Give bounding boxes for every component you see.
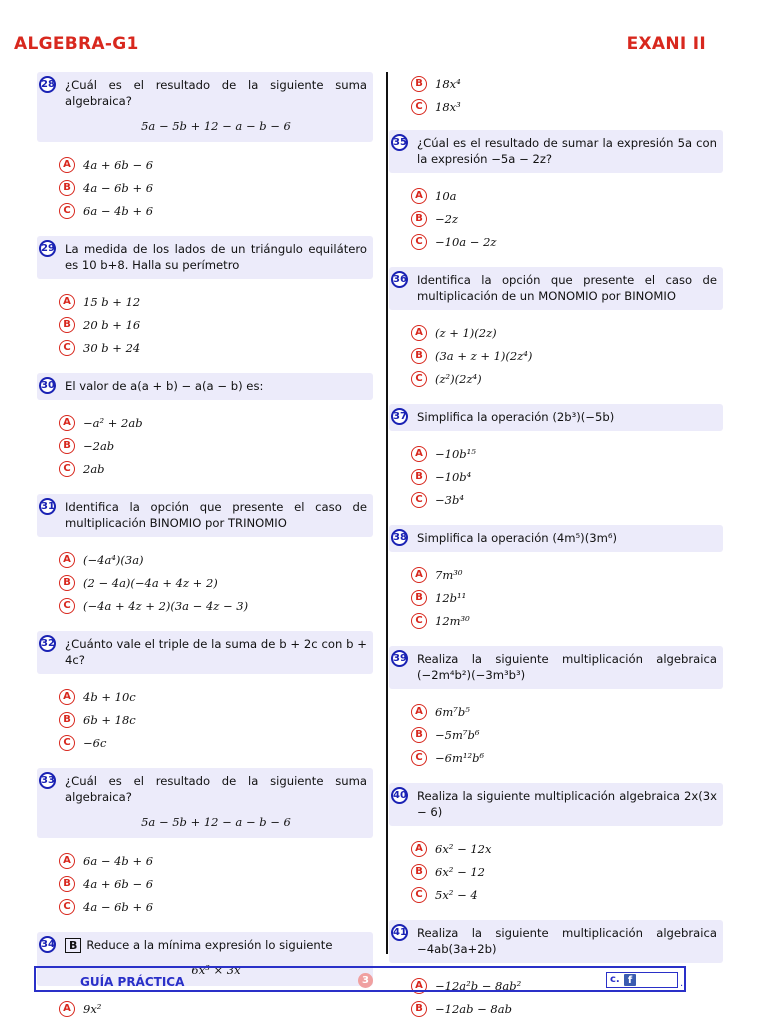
option-letter: A (59, 552, 75, 568)
column-divider (386, 72, 388, 954)
option-b[interactable] (59, 176, 373, 199)
option-text: 6m⁷b⁵ (435, 704, 470, 719)
option-letter: A (411, 567, 427, 583)
options-38 (389, 552, 723, 640)
option-letter: C (411, 613, 427, 629)
question-number: 37 (391, 408, 408, 425)
option-letter: C (59, 899, 75, 915)
option-b[interactable] (59, 434, 373, 457)
option-letter: B (59, 180, 75, 196)
option-a[interactable] (411, 563, 723, 586)
question-text: Realiza la siguiente multiplicación algebraica −4ab(3a+2b) (417, 926, 717, 956)
option-text: 4a − 6b + 6 (83, 899, 154, 914)
option-letter: C (411, 492, 427, 508)
options-40 (389, 826, 723, 914)
question-number: 33 (39, 772, 56, 789)
option-text: 12b¹¹ (435, 590, 467, 605)
question-number: 36 (391, 271, 408, 288)
option-text: 30 b + 24 (83, 340, 141, 355)
option-text: −6c (83, 735, 107, 750)
option-letter: A (59, 415, 75, 431)
option-b[interactable] (59, 872, 373, 895)
header-title-left: ALGEBRA-G1 (14, 34, 139, 54)
option-b[interactable] (411, 207, 723, 230)
option-c[interactable] (59, 594, 373, 617)
option-letter: B (59, 575, 75, 591)
question-37 (389, 404, 723, 431)
option-c[interactable] (411, 883, 723, 906)
option-c[interactable] (59, 199, 373, 222)
options-28 (37, 142, 373, 230)
option-text: −a² + 2ab (83, 415, 143, 430)
option-text: 5x² − 4 (435, 887, 478, 902)
option-b[interactable] (411, 997, 723, 1020)
option-a[interactable] (59, 153, 373, 176)
question-number: 32 (39, 635, 56, 652)
option-letter: B (411, 348, 427, 364)
question-text: ¿Cuál es el resultado de la siguiente suma algebraica? (65, 78, 367, 108)
options-30 (37, 400, 373, 488)
option-c[interactable] (59, 895, 373, 918)
option-text: −2ab (83, 438, 115, 453)
question-number: 41 (391, 924, 408, 941)
footer-trail: . (680, 978, 684, 989)
question-number: 39 (391, 650, 408, 667)
option-text: 10a (435, 188, 457, 203)
option-text: (z²)(2z⁴) (435, 371, 482, 386)
option-c[interactable] (59, 336, 373, 359)
option-c[interactable] (411, 95, 723, 118)
question-number: 28 (39, 76, 56, 93)
left-column (37, 72, 373, 1028)
option-a[interactable] (59, 849, 373, 872)
option-text: (−4a + 4z + 2)(3a − 4z − 3) (83, 598, 249, 613)
option-letter: A (59, 1001, 75, 1017)
question-number: 30 (39, 377, 56, 394)
option-text: 18x³ (435, 99, 461, 114)
option-a[interactable] (59, 685, 373, 708)
option-b[interactable] (59, 708, 373, 731)
option-text: −5m⁷b⁶ (435, 727, 480, 742)
option-text: 4a − 6b + 6 (83, 180, 154, 195)
option-a[interactable] (411, 321, 723, 344)
options-31 (37, 537, 373, 625)
question-number: 29 (39, 240, 56, 257)
question-number: 31 (39, 498, 56, 515)
option-c[interactable] (411, 488, 723, 511)
option-text: −2z (435, 211, 459, 226)
option-text: 6a − 4b + 6 (83, 853, 154, 868)
question-36 (389, 267, 723, 310)
options-32 (37, 674, 373, 762)
question-31 (37, 494, 373, 537)
option-letter: B (59, 876, 75, 892)
option-c[interactable] (411, 746, 723, 769)
option-letter: B (59, 317, 75, 333)
options-39 (389, 689, 723, 777)
option-c[interactable] (59, 731, 373, 754)
option-text: −10b⁴ (435, 469, 472, 484)
option-a[interactable] (411, 184, 723, 207)
option-b[interactable] (411, 72, 723, 95)
option-letter: C (411, 750, 427, 766)
option-a[interactable] (59, 997, 373, 1020)
question-41 (389, 920, 723, 963)
question-text: Realiza la siguiente multiplicación algebraica (−2m⁴b²)(−3m³b³) (417, 652, 717, 682)
option-letter: B (411, 864, 427, 880)
option-text: 20 b + 16 (83, 317, 141, 332)
option-b[interactable] (411, 586, 723, 609)
question-32 (37, 631, 373, 674)
options-37 (389, 431, 723, 519)
question-formula: 5a − 5b + 12 − a − b − 6 (141, 119, 291, 133)
option-b[interactable] (411, 344, 723, 367)
option-letter: C (411, 234, 427, 250)
option-text: 2ab (83, 461, 105, 476)
options-35 (389, 173, 723, 261)
option-b[interactable] (59, 313, 373, 336)
options-33 (37, 838, 373, 926)
question-formula: 6x³ × 3x (191, 963, 241, 977)
option-a[interactable] (59, 290, 373, 313)
question-text: Identifica la opción que presente el caso de multiplicación de un MONOMIO por BINOMIO (417, 273, 717, 303)
question-28 (37, 72, 373, 142)
option-a[interactable] (411, 837, 723, 860)
option-c[interactable] (411, 609, 723, 632)
option-a[interactable] (59, 411, 373, 434)
options-36 (389, 310, 723, 398)
page-footer (34, 966, 686, 992)
right-column (389, 72, 723, 1028)
option-text: 4a + 6b − 6 (83, 876, 154, 891)
option-b[interactable] (411, 465, 723, 488)
question-number: 38 (391, 529, 408, 546)
question-29 (37, 236, 373, 279)
option-text: 6a − 4b + 6 (83, 203, 154, 218)
option-text: 7m³⁰ (435, 567, 463, 582)
option-letter: C (411, 887, 427, 903)
option-letter: B (411, 727, 427, 743)
option-letter: A (59, 157, 75, 173)
question-40 (389, 783, 723, 826)
option-c[interactable] (411, 367, 723, 390)
question-text: Realiza la siguiente multiplicación algebraica 2x(3x − 6) (417, 789, 717, 819)
option-c[interactable] (411, 230, 723, 253)
question-30 (37, 373, 373, 400)
option-letter: A (411, 325, 427, 341)
option-text: −12a²b − 8ab² (435, 978, 522, 993)
header-title-right: EXANI II (626, 34, 706, 54)
option-text: 12m³⁰ (435, 613, 470, 628)
question-number: 34 (39, 936, 56, 953)
option-letter: C (411, 99, 427, 115)
question-number: 35 (391, 134, 408, 151)
option-text: (−4a⁴)(3a) (83, 552, 144, 567)
options-29 (37, 279, 373, 367)
option-letter: B (59, 438, 75, 454)
option-letter: B (59, 712, 75, 728)
option-letter: B (411, 76, 427, 92)
question-text: Simplifica la operación (4m⁵)(3m⁶) (417, 531, 618, 545)
question-35 (389, 130, 723, 173)
facebook-icon: f (624, 974, 636, 986)
option-text: 6b + 18c (83, 712, 136, 727)
option-letter: A (411, 188, 427, 204)
option-letter: A (411, 446, 427, 462)
question-text: ¿Cúal es el resultado de sumar la expresión 5a con la expresión −5a − 2z? (417, 136, 717, 166)
question-text: La medida de los lados de un triángulo equilátero es 10 b+8. Halla su perímetro (65, 242, 367, 272)
question-38 (389, 525, 723, 552)
option-letter: C (59, 598, 75, 614)
option-b[interactable] (59, 571, 373, 594)
question-number: 40 (391, 787, 408, 804)
question-text: ¿Cuánto vale el triple de la suma de b + 2c con b + 4c? (65, 637, 367, 667)
option-letter: B (411, 1001, 427, 1017)
option-letter: A (59, 689, 75, 705)
option-text: (z + 1)(2z) (435, 325, 497, 340)
option-text: −10a − 2z (435, 234, 497, 249)
option-a[interactable] (411, 700, 723, 723)
option-letter: A (59, 853, 75, 869)
option-text: 4b + 10c (83, 689, 136, 704)
option-letter: A (411, 978, 427, 994)
options-34 (37, 986, 373, 1028)
options-34-continued (389, 72, 723, 124)
option-text: (2 − 4a)(−4a + 4z + 2) (83, 575, 218, 590)
option-text: −10b¹⁵ (435, 446, 476, 461)
option-text: 9x² (83, 1001, 102, 1016)
option-letter: C (59, 340, 75, 356)
option-text: 18x⁴ (435, 76, 461, 91)
option-letter: B (411, 211, 427, 227)
option-b[interactable] (411, 860, 723, 883)
question-33 (37, 768, 373, 838)
option-letter: C (59, 735, 75, 751)
option-letter: B (411, 590, 427, 606)
question-text: ¿Cuál es el resultado de la siguiente suma algebraica? (65, 774, 367, 804)
option-text: −6m¹²b⁶ (435, 750, 485, 765)
question-text: El valor de a(a + b) − a(a − b) es: (65, 379, 264, 393)
question-text: Reduce a la mínima expresión lo siguiente (86, 938, 333, 952)
option-letter: A (411, 841, 427, 857)
difficulty-tag: B (65, 938, 81, 953)
option-letter: B (411, 469, 427, 485)
option-text: −3b⁴ (435, 492, 464, 507)
option-a[interactable] (59, 548, 373, 571)
option-text: −12ab − 8ab (435, 1001, 512, 1016)
option-b[interactable] (411, 723, 723, 746)
option-letter: C (411, 371, 427, 387)
option-letter: A (411, 704, 427, 720)
option-letter: A (59, 294, 75, 310)
social-link[interactable] (606, 972, 678, 988)
option-text: 15 b + 12 (83, 294, 141, 309)
social-prefix: c. (610, 974, 620, 985)
option-a[interactable] (411, 442, 723, 465)
option-letter: C (59, 461, 75, 477)
question-text: Identifica la opción que presente el caso de multiplicación BINOMIO por TRINOMIO (65, 500, 367, 530)
question-text: Simplifica la operación (2b³)(−5b) (417, 410, 615, 424)
option-text: (3a + z + 1)(2z⁴) (435, 348, 533, 363)
option-text: 6x² − 12x (435, 841, 492, 856)
question-formula: 5a − 5b + 12 − a − b − 6 (141, 815, 291, 829)
question-39 (389, 646, 723, 689)
option-text: 4a + 6b − 6 (83, 157, 154, 172)
footer-label: GUÍA PRÁCTICA (80, 975, 185, 989)
option-c[interactable] (59, 457, 373, 480)
option-text: 6x² − 12 (435, 864, 485, 879)
page-number: 3 (358, 973, 373, 988)
option-letter: C (59, 203, 75, 219)
